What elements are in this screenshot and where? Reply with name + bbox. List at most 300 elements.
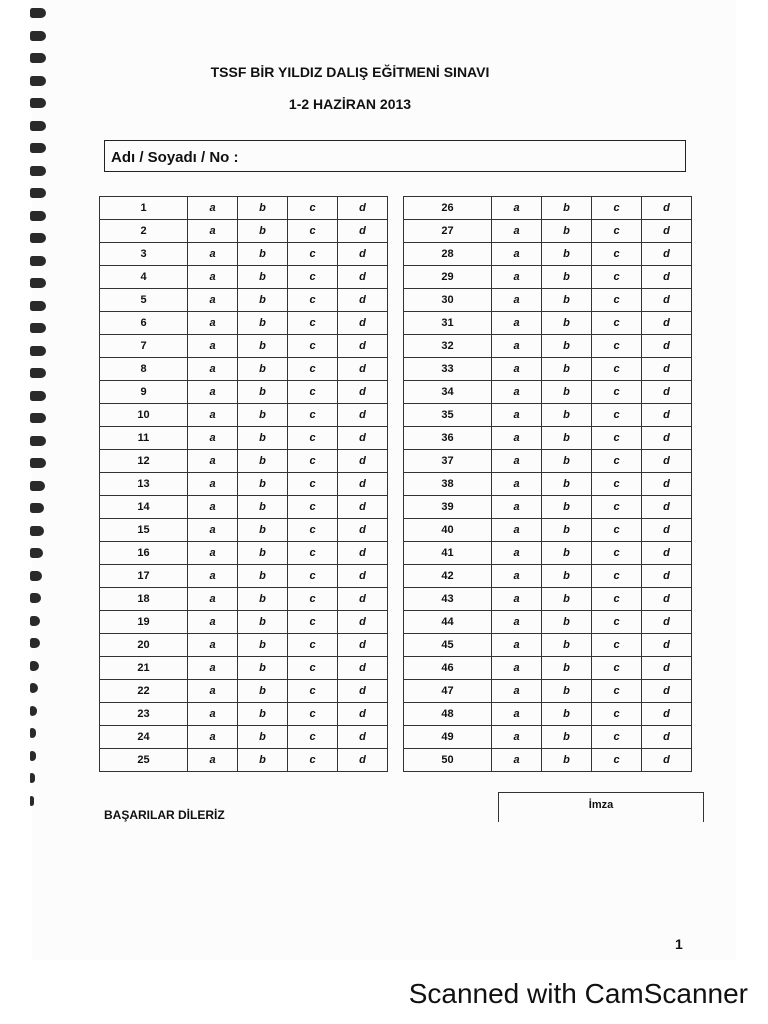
answer-option-a[interactable]: a xyxy=(188,726,238,749)
answer-option-b[interactable]: b xyxy=(542,611,592,634)
binding-ring xyxy=(30,683,38,693)
answer-option-c[interactable]: c xyxy=(288,358,338,381)
answer-option-b[interactable]: b xyxy=(542,266,592,289)
answer-option-c[interactable]: c xyxy=(288,220,338,243)
answer-option-a[interactable]: a xyxy=(188,335,238,358)
answer-option-a[interactable]: a xyxy=(492,726,542,749)
question-number: 49 xyxy=(404,726,492,749)
question-number: 10 xyxy=(100,404,188,427)
answer-option-c[interactable]: c xyxy=(592,542,642,565)
answer-option-c[interactable]: c xyxy=(288,726,338,749)
answer-option-a[interactable]: a xyxy=(188,588,238,611)
answer-option-a[interactable]: a xyxy=(492,266,542,289)
answer-option-d[interactable]: d xyxy=(642,749,692,772)
answer-option-a[interactable]: a xyxy=(188,496,238,519)
answer-option-d[interactable]: d xyxy=(338,450,388,473)
question-number: 15 xyxy=(100,519,188,542)
answer-option-d[interactable]: d xyxy=(642,565,692,588)
answer-option-d[interactable]: d xyxy=(642,657,692,680)
answer-option-c[interactable]: c xyxy=(288,634,338,657)
signature-box[interactable] xyxy=(498,792,704,822)
answer-option-c[interactable]: c xyxy=(592,749,642,772)
answer-option-c[interactable]: c xyxy=(592,588,642,611)
answer-option-b[interactable]: b xyxy=(542,312,592,335)
answer-option-b[interactable]: b xyxy=(542,289,592,312)
answer-option-c[interactable]: c xyxy=(592,565,642,588)
answer-option-d[interactable]: d xyxy=(338,519,388,542)
exam-title: TSSF BİR YILDIZ DALIŞ EĞİTMENİ SINAVI xyxy=(210,64,490,80)
answer-option-a[interactable]: a xyxy=(492,197,542,220)
binding-ring xyxy=(30,278,46,288)
binding-ring xyxy=(30,548,43,558)
question-number: 1 xyxy=(100,197,188,220)
answer-option-c[interactable]: c xyxy=(592,197,642,220)
exam-date: 1-2 HAZİRAN 2013 xyxy=(288,96,412,112)
answer-option-c[interactable]: c xyxy=(592,703,642,726)
answer-option-b[interactable]: b xyxy=(542,496,592,519)
binding-ring xyxy=(30,121,46,131)
answer-option-b[interactable]: b xyxy=(238,749,288,772)
answer-option-c[interactable]: c xyxy=(288,266,338,289)
binding-ring xyxy=(30,368,46,378)
answer-option-d[interactable]: d xyxy=(642,611,692,634)
answer-option-a[interactable]: a xyxy=(492,381,542,404)
answer-option-c[interactable]: c xyxy=(592,220,642,243)
answer-row xyxy=(404,266,692,289)
answer-option-d[interactable]: d xyxy=(338,197,388,220)
answer-row xyxy=(100,427,388,450)
answer-option-b[interactable]: b xyxy=(238,542,288,565)
answer-option-a[interactable]: a xyxy=(492,749,542,772)
answer-option-a[interactable]: a xyxy=(188,657,238,680)
answer-option-a[interactable]: a xyxy=(188,703,238,726)
answer-option-c[interactable]: c xyxy=(288,565,338,588)
answer-row xyxy=(404,220,692,243)
answer-option-c[interactable]: c xyxy=(288,312,338,335)
answer-option-b[interactable]: b xyxy=(238,404,288,427)
answer-option-b[interactable]: b xyxy=(238,220,288,243)
binding-ring xyxy=(30,346,46,356)
answer-option-b[interactable]: b xyxy=(238,427,288,450)
answer-option-a[interactable]: a xyxy=(188,542,238,565)
answer-row xyxy=(404,703,692,726)
answer-row xyxy=(100,197,388,220)
answer-option-b[interactable]: b xyxy=(238,519,288,542)
answer-option-d[interactable]: d xyxy=(338,473,388,496)
answer-row xyxy=(404,726,692,749)
answer-option-b[interactable]: b xyxy=(238,657,288,680)
answer-option-a[interactable]: a xyxy=(492,427,542,450)
answer-option-c[interactable]: c xyxy=(592,496,642,519)
answer-option-d[interactable]: d xyxy=(642,680,692,703)
answer-option-a[interactable]: a xyxy=(188,358,238,381)
answer-option-a[interactable]: a xyxy=(492,657,542,680)
answer-option-a[interactable]: a xyxy=(188,312,238,335)
answer-option-d[interactable]: d xyxy=(642,358,692,381)
answer-option-d[interactable]: d xyxy=(338,611,388,634)
answer-option-c[interactable]: c xyxy=(288,749,338,772)
answer-option-c[interactable]: c xyxy=(592,335,642,358)
answer-option-d[interactable]: d xyxy=(642,588,692,611)
answer-option-a[interactable]: a xyxy=(188,611,238,634)
answer-row xyxy=(404,312,692,335)
answer-row xyxy=(100,450,388,473)
answer-row xyxy=(100,312,388,335)
answer-option-b[interactable]: b xyxy=(542,358,592,381)
answer-option-b[interactable]: b xyxy=(542,726,592,749)
good-luck-text: BAŞARILAR DİLERİZ xyxy=(104,808,225,822)
answer-row xyxy=(404,289,692,312)
answer-option-b[interactable]: b xyxy=(238,588,288,611)
binding-ring xyxy=(30,706,37,716)
answer-option-b[interactable]: b xyxy=(238,335,288,358)
answer-option-a[interactable]: a xyxy=(188,220,238,243)
answer-option-c[interactable]: c xyxy=(288,243,338,266)
question-number: 26 xyxy=(404,197,492,220)
answer-option-c[interactable]: c xyxy=(288,427,338,450)
answer-row xyxy=(100,519,388,542)
answer-option-b[interactable]: b xyxy=(238,197,288,220)
answer-row xyxy=(100,243,388,266)
answer-option-a[interactable]: a xyxy=(188,197,238,220)
answer-option-c[interactable]: c xyxy=(592,289,642,312)
binding-ring xyxy=(30,323,46,333)
binding-ring xyxy=(30,436,46,446)
answer-option-d[interactable]: d xyxy=(338,381,388,404)
question-number: 18 xyxy=(100,588,188,611)
answer-option-b[interactable]: b xyxy=(238,289,288,312)
answer-row xyxy=(100,703,388,726)
answer-option-a[interactable]: a xyxy=(188,381,238,404)
question-number: 6 xyxy=(100,312,188,335)
name-field-label: Adı / Soyadı / No : xyxy=(111,149,239,166)
answer-option-b[interactable]: b xyxy=(542,473,592,496)
answer-option-b[interactable]: b xyxy=(238,703,288,726)
question-number: 46 xyxy=(404,657,492,680)
answer-option-a[interactable]: a xyxy=(188,680,238,703)
question-number: 31 xyxy=(404,312,492,335)
answer-option-b[interactable]: b xyxy=(542,335,592,358)
answer-option-b[interactable]: b xyxy=(542,749,592,772)
answer-row xyxy=(100,749,388,772)
question-number: 5 xyxy=(100,289,188,312)
answer-option-b[interactable]: b xyxy=(542,542,592,565)
answer-option-c[interactable]: c xyxy=(288,703,338,726)
answer-option-c[interactable]: c xyxy=(592,358,642,381)
answer-option-b[interactable]: b xyxy=(542,588,592,611)
answer-option-d[interactable]: d xyxy=(642,473,692,496)
answer-row xyxy=(100,289,388,312)
binding-ring xyxy=(30,458,46,468)
question-number: 41 xyxy=(404,542,492,565)
answer-option-b[interactable]: b xyxy=(542,703,592,726)
answer-option-d[interactable]: d xyxy=(338,496,388,519)
question-number: 35 xyxy=(404,404,492,427)
answer-option-c[interactable]: c xyxy=(288,588,338,611)
answer-option-a[interactable]: a xyxy=(188,749,238,772)
answer-option-b[interactable]: b xyxy=(238,266,288,289)
answer-option-a[interactable]: a xyxy=(188,404,238,427)
answer-option-d[interactable]: d xyxy=(338,703,388,726)
binding-ring xyxy=(30,503,44,513)
name-field[interactable] xyxy=(104,140,686,172)
answer-option-b[interactable]: b xyxy=(238,243,288,266)
page-number: 1 xyxy=(675,936,683,952)
question-number: 22 xyxy=(100,680,188,703)
answer-row xyxy=(404,197,692,220)
question-number: 34 xyxy=(404,381,492,404)
answer-option-b[interactable]: b xyxy=(238,611,288,634)
answer-option-c[interactable]: c xyxy=(592,427,642,450)
answer-option-a[interactable]: a xyxy=(492,496,542,519)
answer-option-b[interactable]: b xyxy=(542,565,592,588)
answer-row xyxy=(100,657,388,680)
answer-option-a[interactable]: a xyxy=(492,703,542,726)
answer-row xyxy=(100,588,388,611)
answer-option-d[interactable]: d xyxy=(642,726,692,749)
answer-row xyxy=(404,335,692,358)
answer-option-b[interactable]: b xyxy=(542,427,592,450)
answer-option-c[interactable]: c xyxy=(592,473,642,496)
binding-ring xyxy=(30,76,46,86)
binding-ring xyxy=(30,413,46,423)
answer-option-c[interactable]: c xyxy=(288,611,338,634)
answer-option-c[interactable]: c xyxy=(592,381,642,404)
answer-option-b[interactable]: b xyxy=(542,634,592,657)
question-number: 8 xyxy=(100,358,188,381)
answer-option-d[interactable]: d xyxy=(642,220,692,243)
spiral-binding xyxy=(30,0,52,820)
answer-option-b[interactable]: b xyxy=(542,450,592,473)
answer-option-d[interactable]: d xyxy=(642,381,692,404)
question-number: 16 xyxy=(100,542,188,565)
binding-ring xyxy=(30,143,46,153)
answer-option-a[interactable]: a xyxy=(492,358,542,381)
answer-option-d[interactable]: d xyxy=(642,634,692,657)
answer-option-d[interactable]: d xyxy=(338,404,388,427)
binding-ring xyxy=(30,526,44,536)
answer-option-d[interactable]: d xyxy=(642,703,692,726)
answer-option-d[interactable]: d xyxy=(338,289,388,312)
answer-option-b[interactable]: b xyxy=(238,358,288,381)
answer-option-d[interactable]: d xyxy=(338,266,388,289)
answer-option-a[interactable]: a xyxy=(492,335,542,358)
question-number: 9 xyxy=(100,381,188,404)
binding-ring xyxy=(30,301,46,311)
answer-row xyxy=(404,588,692,611)
question-number: 45 xyxy=(404,634,492,657)
answer-option-d[interactable]: d xyxy=(642,335,692,358)
answer-option-a[interactable]: a xyxy=(188,473,238,496)
answer-option-b[interactable]: b xyxy=(542,220,592,243)
answer-option-d[interactable]: d xyxy=(642,289,692,312)
answer-option-a[interactable]: a xyxy=(188,565,238,588)
answer-option-a[interactable]: a xyxy=(188,266,238,289)
answer-option-a[interactable]: a xyxy=(188,289,238,312)
answer-option-b[interactable]: b xyxy=(238,680,288,703)
answer-option-a[interactable]: a xyxy=(188,427,238,450)
answer-option-c[interactable]: c xyxy=(288,197,338,220)
answer-option-c[interactable]: c xyxy=(288,680,338,703)
binding-ring xyxy=(30,773,35,783)
answer-option-a[interactable]: a xyxy=(492,634,542,657)
answer-option-a[interactable]: a xyxy=(188,243,238,266)
answer-option-d[interactable]: d xyxy=(642,312,692,335)
question-number: 43 xyxy=(404,588,492,611)
answer-option-c[interactable]: c xyxy=(592,634,642,657)
answer-option-a[interactable]: a xyxy=(492,519,542,542)
answer-option-a[interactable]: a xyxy=(492,565,542,588)
answer-option-b[interactable]: b xyxy=(238,381,288,404)
answer-option-c[interactable]: c xyxy=(288,404,338,427)
answer-option-b[interactable]: b xyxy=(542,381,592,404)
answer-option-d[interactable]: d xyxy=(642,496,692,519)
question-number: 20 xyxy=(100,634,188,657)
question-number: 36 xyxy=(404,427,492,450)
answer-option-a[interactable]: a xyxy=(492,220,542,243)
answer-option-b[interactable]: b xyxy=(542,657,592,680)
answer-option-c[interactable]: c xyxy=(288,657,338,680)
question-number: 13 xyxy=(100,473,188,496)
answer-row xyxy=(100,404,388,427)
answer-option-d[interactable]: d xyxy=(642,427,692,450)
answer-option-b[interactable]: b xyxy=(238,473,288,496)
question-number: 38 xyxy=(404,473,492,496)
answer-option-b[interactable]: b xyxy=(542,680,592,703)
answer-option-d[interactable]: d xyxy=(338,565,388,588)
binding-ring xyxy=(30,661,39,671)
answer-option-d[interactable]: d xyxy=(338,335,388,358)
answer-option-a[interactable]: a xyxy=(492,588,542,611)
answer-option-b[interactable]: b xyxy=(542,243,592,266)
answer-option-b[interactable]: b xyxy=(542,197,592,220)
answer-option-a[interactable]: a xyxy=(492,450,542,473)
question-number: 28 xyxy=(404,243,492,266)
question-number: 17 xyxy=(100,565,188,588)
question-number: 23 xyxy=(100,703,188,726)
answer-option-b[interactable]: b xyxy=(238,726,288,749)
binding-ring xyxy=(30,616,40,626)
binding-ring xyxy=(30,391,46,401)
answer-row xyxy=(100,381,388,404)
answer-option-c[interactable]: c xyxy=(592,657,642,680)
answer-option-d[interactable]: d xyxy=(338,680,388,703)
answer-row xyxy=(404,611,692,634)
answer-option-c[interactable]: c xyxy=(288,473,338,496)
answer-option-d[interactable]: d xyxy=(338,220,388,243)
answer-option-d[interactable]: d xyxy=(338,427,388,450)
answer-option-a[interactable]: a xyxy=(492,611,542,634)
answer-option-b[interactable]: b xyxy=(238,496,288,519)
answer-row xyxy=(404,519,692,542)
answer-option-c[interactable]: c xyxy=(592,680,642,703)
answer-option-c[interactable]: c xyxy=(592,243,642,266)
answer-option-b[interactable]: b xyxy=(542,519,592,542)
answer-option-d[interactable]: d xyxy=(642,197,692,220)
answer-option-c[interactable]: c xyxy=(288,496,338,519)
question-number: 44 xyxy=(404,611,492,634)
question-number: 7 xyxy=(100,335,188,358)
answer-option-b[interactable]: b xyxy=(238,634,288,657)
answer-option-a[interactable]: a xyxy=(492,680,542,703)
answer-option-a[interactable]: a xyxy=(492,404,542,427)
answer-option-d[interactable]: d xyxy=(338,588,388,611)
answer-option-a[interactable]: a xyxy=(188,450,238,473)
answer-option-d[interactable]: d xyxy=(642,542,692,565)
answer-option-d[interactable]: d xyxy=(642,450,692,473)
answer-row xyxy=(100,358,388,381)
answer-option-d[interactable]: d xyxy=(338,749,388,772)
answer-option-d[interactable]: d xyxy=(338,634,388,657)
answer-option-c[interactable]: c xyxy=(288,335,338,358)
answer-option-d[interactable]: d xyxy=(338,726,388,749)
answer-row xyxy=(100,266,388,289)
answer-row xyxy=(404,404,692,427)
answer-option-d[interactable]: d xyxy=(642,243,692,266)
question-number: 14 xyxy=(100,496,188,519)
answer-row xyxy=(404,450,692,473)
answer-option-a[interactable]: a xyxy=(492,289,542,312)
answer-option-c[interactable]: c xyxy=(592,450,642,473)
answer-row xyxy=(100,611,388,634)
answer-option-d[interactable]: d xyxy=(642,404,692,427)
answer-option-d[interactable]: d xyxy=(642,266,692,289)
answer-option-c[interactable]: c xyxy=(592,266,642,289)
answer-option-a[interactable]: a xyxy=(492,542,542,565)
answer-option-c[interactable]: c xyxy=(592,312,642,335)
answer-option-c[interactable]: c xyxy=(288,450,338,473)
question-number: 4 xyxy=(100,266,188,289)
binding-ring xyxy=(30,31,46,41)
answer-row xyxy=(404,657,692,680)
answer-option-a[interactable]: a xyxy=(492,473,542,496)
answer-option-d[interactable]: d xyxy=(338,657,388,680)
question-number: 32 xyxy=(404,335,492,358)
answer-option-b[interactable]: b xyxy=(238,565,288,588)
answer-option-d[interactable]: d xyxy=(338,542,388,565)
answer-option-d[interactable]: d xyxy=(338,312,388,335)
answer-option-a[interactable]: a xyxy=(492,312,542,335)
question-number: 33 xyxy=(404,358,492,381)
binding-ring xyxy=(30,571,42,581)
binding-ring xyxy=(30,751,36,761)
answer-option-c[interactable]: c xyxy=(592,611,642,634)
question-number: 27 xyxy=(404,220,492,243)
answer-option-a[interactable]: a xyxy=(188,634,238,657)
answer-option-b[interactable]: b xyxy=(542,404,592,427)
answer-option-c[interactable]: c xyxy=(288,519,338,542)
answer-option-d[interactable]: d xyxy=(642,519,692,542)
answer-row xyxy=(100,634,388,657)
answer-option-a[interactable]: a xyxy=(188,519,238,542)
answer-row xyxy=(404,565,692,588)
answer-option-c[interactable]: c xyxy=(288,289,338,312)
answer-option-d[interactable]: d xyxy=(338,358,388,381)
answer-option-b[interactable]: b xyxy=(238,450,288,473)
answer-row xyxy=(100,726,388,749)
answer-option-d[interactable]: d xyxy=(338,243,388,266)
answer-option-a[interactable]: a xyxy=(492,243,542,266)
question-number: 11 xyxy=(100,427,188,450)
answer-option-c[interactable]: c xyxy=(592,519,642,542)
answer-option-c[interactable]: c xyxy=(592,404,642,427)
answer-option-c[interactable]: c xyxy=(288,542,338,565)
answer-row xyxy=(404,496,692,519)
answer-option-c[interactable]: c xyxy=(592,726,642,749)
answer-option-b[interactable]: b xyxy=(238,312,288,335)
answer-option-c[interactable]: c xyxy=(288,381,338,404)
question-number: 12 xyxy=(100,450,188,473)
